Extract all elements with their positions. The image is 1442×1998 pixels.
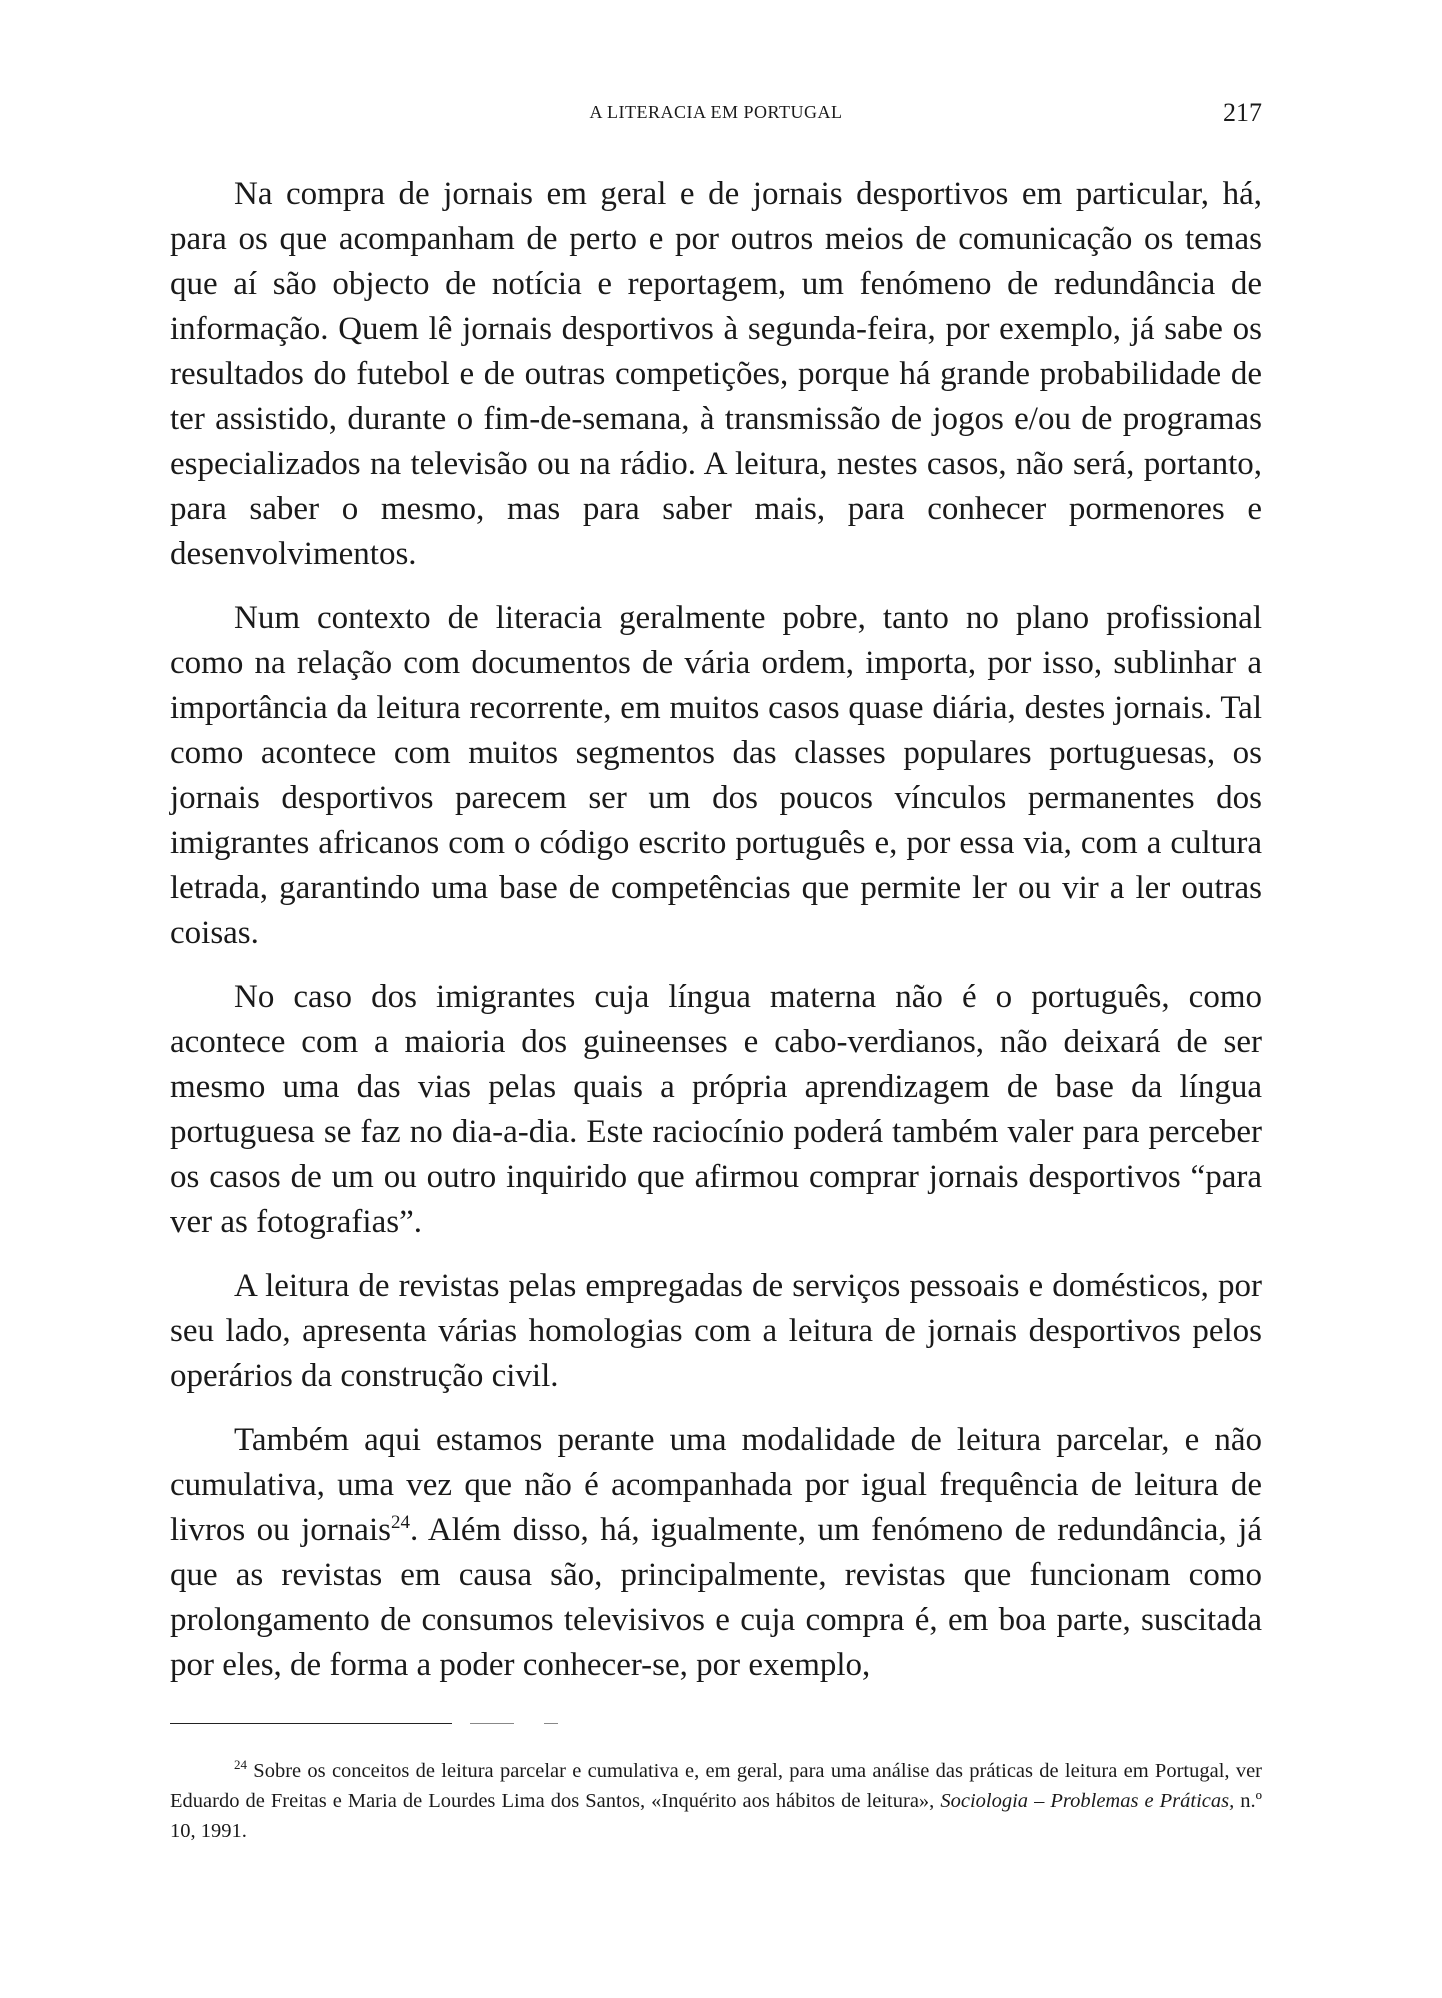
running-header bbox=[170, 98, 1262, 142]
paragraph-2: Num contexto de literacia geralmente pobre, tanto no plano profissional como na relação com documentos de vária ordem, importa, por isso, sublinhar a importância da leitura recorrente, em muitos casos quase diária, destes jornais. Tal como acontece com muitos segmentos das classes populares portuguesas, os jornais desportivos parecem ser um dos poucos vínculos permanentes dos imigrantes africanos com o código escrito português e, por essa via, com a cultura letrada, garantindo uma base de competências que permite ler ou vir a ler outras coisas. bbox=[170, 600, 1262, 951]
page-number: 217 bbox=[1223, 98, 1262, 127]
footnote-journal-title: Sociologia – Problemas e Práticas, bbox=[940, 1790, 1235, 1812]
footnote-reference-24: 24 bbox=[390, 1512, 410, 1533]
paragraph-5-text-start: Também aqui estamos perante uma modalidade de leitura parcelar, e não cumulativa, uma vez que não é acompanhada por igual frequência de leitura de livros ou jornais bbox=[170, 1422, 1262, 1548]
paragraph-5 bbox=[170, 1418, 1262, 1688]
running-title: A LITERACIA EM PORTUGAL bbox=[589, 102, 843, 122]
footnote-24 bbox=[170, 1756, 1262, 1846]
footnote-text-end: n.º 10, 1991. bbox=[170, 1790, 1262, 1842]
footnote-separator bbox=[170, 1723, 452, 1724]
paragraph-5-text-end: . Além disso, há, igualmente, um fenómeno de redundância, já que as revistas em causa são, principalmente, revistas que funcionam como prolongamento de consumos televisivos e cuja compra é, em boa parte, suscitada por eles, de forma a poder conhecer-se, por exemplo, bbox=[170, 1512, 1262, 1683]
paragraph-1: Na compra de jornais em geral e de jornais desportivos em particular, há, para os que acompanham de perto e por outros meios de comunicação os temas que aí são objecto de notícia e reportagem, um fenómeno de redundância de informação. Quem lê jornais desportivos à segunda-feira, por exemplo, já sabe os resultados do futebol e de outras competições, porque há grande probabilidade de ter assistido, durante o fim-de-semana, à transmissão de jogos e/ou de programas especializados na televisão ou na rádio. A leitura, nestes casos, não será, portanto, para saber o mesmo, mas para saber mais, para conhecer pormenores e desenvolvimentos. bbox=[170, 176, 1262, 572]
footnote-number: 24 bbox=[234, 1757, 247, 1773]
body-text bbox=[170, 172, 1262, 1707]
footnote-separator-mark bbox=[544, 1723, 558, 1724]
paragraph-4: A leitura de revistas pelas empregadas de serviços pessoais e domésticos, por seu lado, apresenta várias homologias com a leitura de jornais desportivos pelos operários da construção civil. bbox=[170, 1268, 1262, 1394]
paragraph-3: No caso dos imigrantes cuja língua materna não é o português, como acontece com a maioria dos guineenses e cabo-verdianos, não deixará de ser mesmo uma das vias pelas quais a própria aprendizagem de base da língua portuguesa se faz no dia-a-dia. Este raciocínio poderá também valer para perceber os casos de um ou outro inquirido que afirmou comprar jornais desportivos “para ver as fotografias”. bbox=[170, 979, 1262, 1240]
footnote-separator-mark bbox=[470, 1723, 514, 1724]
footnote-text-start: Sobre os conceitos de leitura parcelar e cumulativa e, em geral, para uma análise das práticas de leitura em Portugal, ver Eduardo de Freitas e Maria de Lourdes Lima dos Santos, «Inquérito aos hábitos de leitura», bbox=[170, 1760, 1262, 1812]
